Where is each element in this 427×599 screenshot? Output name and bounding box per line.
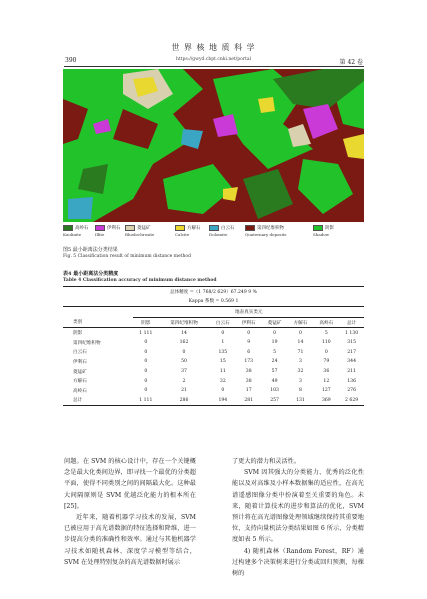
- row-label: 方解石: [73, 379, 87, 385]
- table-cell: 0: [144, 378, 148, 384]
- table-cell: 15: [219, 359, 226, 365]
- table-cell: 71: [297, 349, 304, 355]
- table-cell: 0: [298, 330, 302, 336]
- column-header: 白云石: [210, 317, 236, 328]
- table-cell: 5: [324, 330, 328, 336]
- table-cell: 36: [323, 369, 330, 375]
- table-cell: 1 111: [133, 396, 158, 406]
- table-cell: 79: [323, 359, 330, 365]
- table-row: [63, 357, 364, 367]
- table-cell: 14: [181, 330, 187, 336]
- map-legend: [63, 225, 364, 247]
- table-overall-row: [63, 287, 364, 297]
- paragraph: 问题。在 SVM 的核心设计中，存在一个关键概念是最大化类间边界，即寻找一个最优的分类超平面，使得不同类别之间的间隔最大化。这种最大间隔原则是 SVM 优越泛化能力的根本所在[25]。: [64, 458, 196, 510]
- column-header: 高岭石: [313, 317, 339, 328]
- table-cell: 38: [245, 369, 252, 375]
- classification-map-image: [63, 69, 364, 222]
- table-cell: 217: [347, 349, 357, 355]
- legend-item-dolomite: 白云石 Dolomite: [209, 226, 235, 237]
- table-row: [63, 396, 364, 406]
- table-cell: 32: [297, 369, 304, 375]
- journal-title: 世 界 核 地 质 科 学: [171, 43, 256, 52]
- table-cell: 2 629: [339, 396, 364, 406]
- legend-item-calcite: 方解石 Calcite: [175, 226, 201, 237]
- column-header: 方解石: [288, 317, 314, 328]
- table-cell: 19: [271, 340, 278, 346]
- table-cell: 0: [247, 330, 251, 336]
- legend-item-illite: 伊利石 Illite: [95, 226, 121, 237]
- row-label: 伊利石: [73, 359, 87, 365]
- kappa-coefficient: Kappa 系数 = 0.569 1: [63, 297, 364, 307]
- row-label: 高岭石: [73, 388, 87, 394]
- table-cell: 0: [221, 330, 225, 336]
- accuracy-table: [63, 286, 364, 406]
- table-cell: 281: [236, 396, 262, 406]
- table-cell: 12: [323, 378, 330, 384]
- table-row: [63, 367, 364, 377]
- table-caption-cn: 表4 最小距离法分类精度: [63, 271, 119, 277]
- row-label: 阴影: [73, 331, 83, 337]
- journal-url[interactable]: https://gwyd.cbpt.cnki.net/portal: [176, 57, 251, 62]
- table-cell: 0: [144, 369, 148, 375]
- paragraph: 近年来，随着机器学习技术的发展，SVM已被应用于高光谱数据的特征选择和降维，进一步提高分类的准确性和效率。通过与其他机器学习技术如随机森林、深度学习模型等结合，SVM 在处理特别复杂的高光谱数据时展示: [64, 514, 196, 566]
- table-cell: 162: [179, 340, 189, 346]
- table-cell: 194: [210, 396, 236, 406]
- figure-caption-cn: 图5 最小距离法分类结果: [63, 247, 118, 253]
- row-label: 白云石: [73, 350, 87, 356]
- table-cell: 32: [219, 378, 226, 384]
- table-row: [63, 338, 364, 348]
- table-cell: 1 130: [345, 330, 359, 336]
- legend-item-quaternary: 第四纪堆积物 Quaternary deposits: [245, 226, 287, 237]
- legend-item-kaolinite: 高岭石 Kaolinite: [63, 226, 89, 237]
- table-cell: 0: [273, 330, 277, 336]
- table-cell: 0: [144, 388, 148, 394]
- column-header: 阴影: [133, 317, 158, 328]
- table-kappa-row: [63, 297, 364, 307]
- table-cell: 103: [270, 388, 279, 394]
- table-cell: 110: [321, 340, 331, 346]
- paragraph: 4) 随机森林（Random Forest，RF）通过构建多个决策树来进行分类或回归预测，每棵树的: [232, 547, 364, 578]
- table-cell: 135: [218, 349, 228, 355]
- table-row: [63, 348, 364, 358]
- legend-item-shadow: 阴影 Shadow: [313, 226, 334, 237]
- table-cell: 1 111: [139, 330, 153, 336]
- table-cell: 369: [313, 396, 339, 406]
- table-cell: 24: [271, 359, 278, 365]
- table-row: [63, 386, 364, 396]
- legend-swatch: [245, 225, 255, 231]
- figure-caption-en: Fig. 5 Classification result of minimum distance method: [63, 254, 191, 259]
- row-label: 总计: [63, 396, 133, 406]
- legend-swatch: [95, 225, 105, 231]
- table-cell: 127: [321, 388, 331, 394]
- table-cell: 5: [273, 349, 277, 355]
- table-cell: 2: [182, 378, 186, 384]
- table-cell: 38: [245, 378, 252, 384]
- table-cell: 211: [347, 369, 357, 375]
- table-cell: 8: [298, 388, 302, 394]
- table-cell: 3: [298, 378, 302, 384]
- table-cell: 0: [144, 340, 148, 346]
- paragraph: 了更大的潜力和灵活性。: [232, 458, 301, 465]
- header-rule: [64, 66, 364, 67]
- table-cell: 136: [347, 378, 357, 384]
- table-cell: 276: [347, 388, 357, 394]
- legend-swatch: [313, 225, 323, 231]
- table-cell: 14: [297, 340, 304, 346]
- table-cell: 21: [181, 388, 187, 394]
- legend-swatch: [125, 225, 135, 231]
- table-cell: 286: [158, 396, 210, 406]
- legend-swatch: [209, 225, 219, 231]
- table-truth-header-row: [63, 307, 364, 318]
- column-header: 菱锰矿: [262, 317, 288, 328]
- overall-accuracy: 总体精度 =（1 768/2 629）67.249 9 %: [63, 287, 364, 297]
- body-column-right: [232, 456, 364, 579]
- table-cell: 49: [271, 378, 278, 384]
- table-cell: 257: [262, 396, 288, 406]
- table-caption-en: Table 4 Classification accuracy of minimum distance method: [63, 278, 217, 283]
- table-cell: 6: [247, 349, 251, 355]
- table-cell: 3: [298, 359, 302, 365]
- column-header: 第四纪堆积物: [158, 317, 210, 328]
- row-label: 菱锰矿: [73, 369, 87, 375]
- table-cell: 17: [245, 388, 252, 394]
- row-header: 类别: [63, 317, 133, 328]
- table-row: [63, 328, 364, 338]
- table-cell: 57: [271, 369, 278, 375]
- table-row: [63, 376, 364, 386]
- table-body: [63, 328, 364, 406]
- legend-item-rhodochrosite: 菱锰矿 Rhodochrosite: [125, 226, 155, 237]
- table-cell: 1: [221, 340, 225, 346]
- table-cell: 344: [347, 359, 357, 365]
- legend-swatch: [63, 225, 73, 231]
- volume-label: 第 42 卷: [339, 59, 363, 66]
- table-cell: 173: [244, 359, 254, 365]
- row-label: 第四纪堆积物: [73, 340, 101, 346]
- truth-header: 地表真实类元: [133, 307, 364, 318]
- legend-swatch: [175, 225, 185, 231]
- table-cell: 0: [221, 388, 225, 394]
- table-column-header-row: [63, 317, 364, 328]
- table-cell: 0: [144, 359, 148, 365]
- column-header: 总计: [339, 317, 364, 328]
- page-number: 390: [65, 57, 77, 64]
- paragraph: SVM 因其强大的分类能力、优秀的泛化性能以及对高维及小样本数据集的适应性，在高光谱遥感图像分类中扮演着至关重要的角色。未来，随着计算技术的进步和算法的优化，SVM预计将在高光谱图像处理领域继续保持其重要地位，支持向量机法分类结果如图 6 所示，分类精度如表 5 所示。: [232, 469, 364, 544]
- table-cell: 131: [288, 396, 314, 406]
- table-cell: 11: [219, 369, 226, 375]
- table-cell: 315: [347, 340, 357, 346]
- classification-map-figure: [63, 69, 364, 222]
- table-cell: 9: [247, 340, 251, 346]
- table-cell: 0: [182, 349, 186, 355]
- table-cell: 0: [324, 349, 328, 355]
- table-cell: 0: [144, 349, 148, 355]
- column-header: 伊利石: [236, 317, 262, 328]
- body-column-left: [64, 456, 196, 568]
- table-cell: 37: [181, 369, 187, 375]
- table-cell: 50: [181, 359, 187, 365]
